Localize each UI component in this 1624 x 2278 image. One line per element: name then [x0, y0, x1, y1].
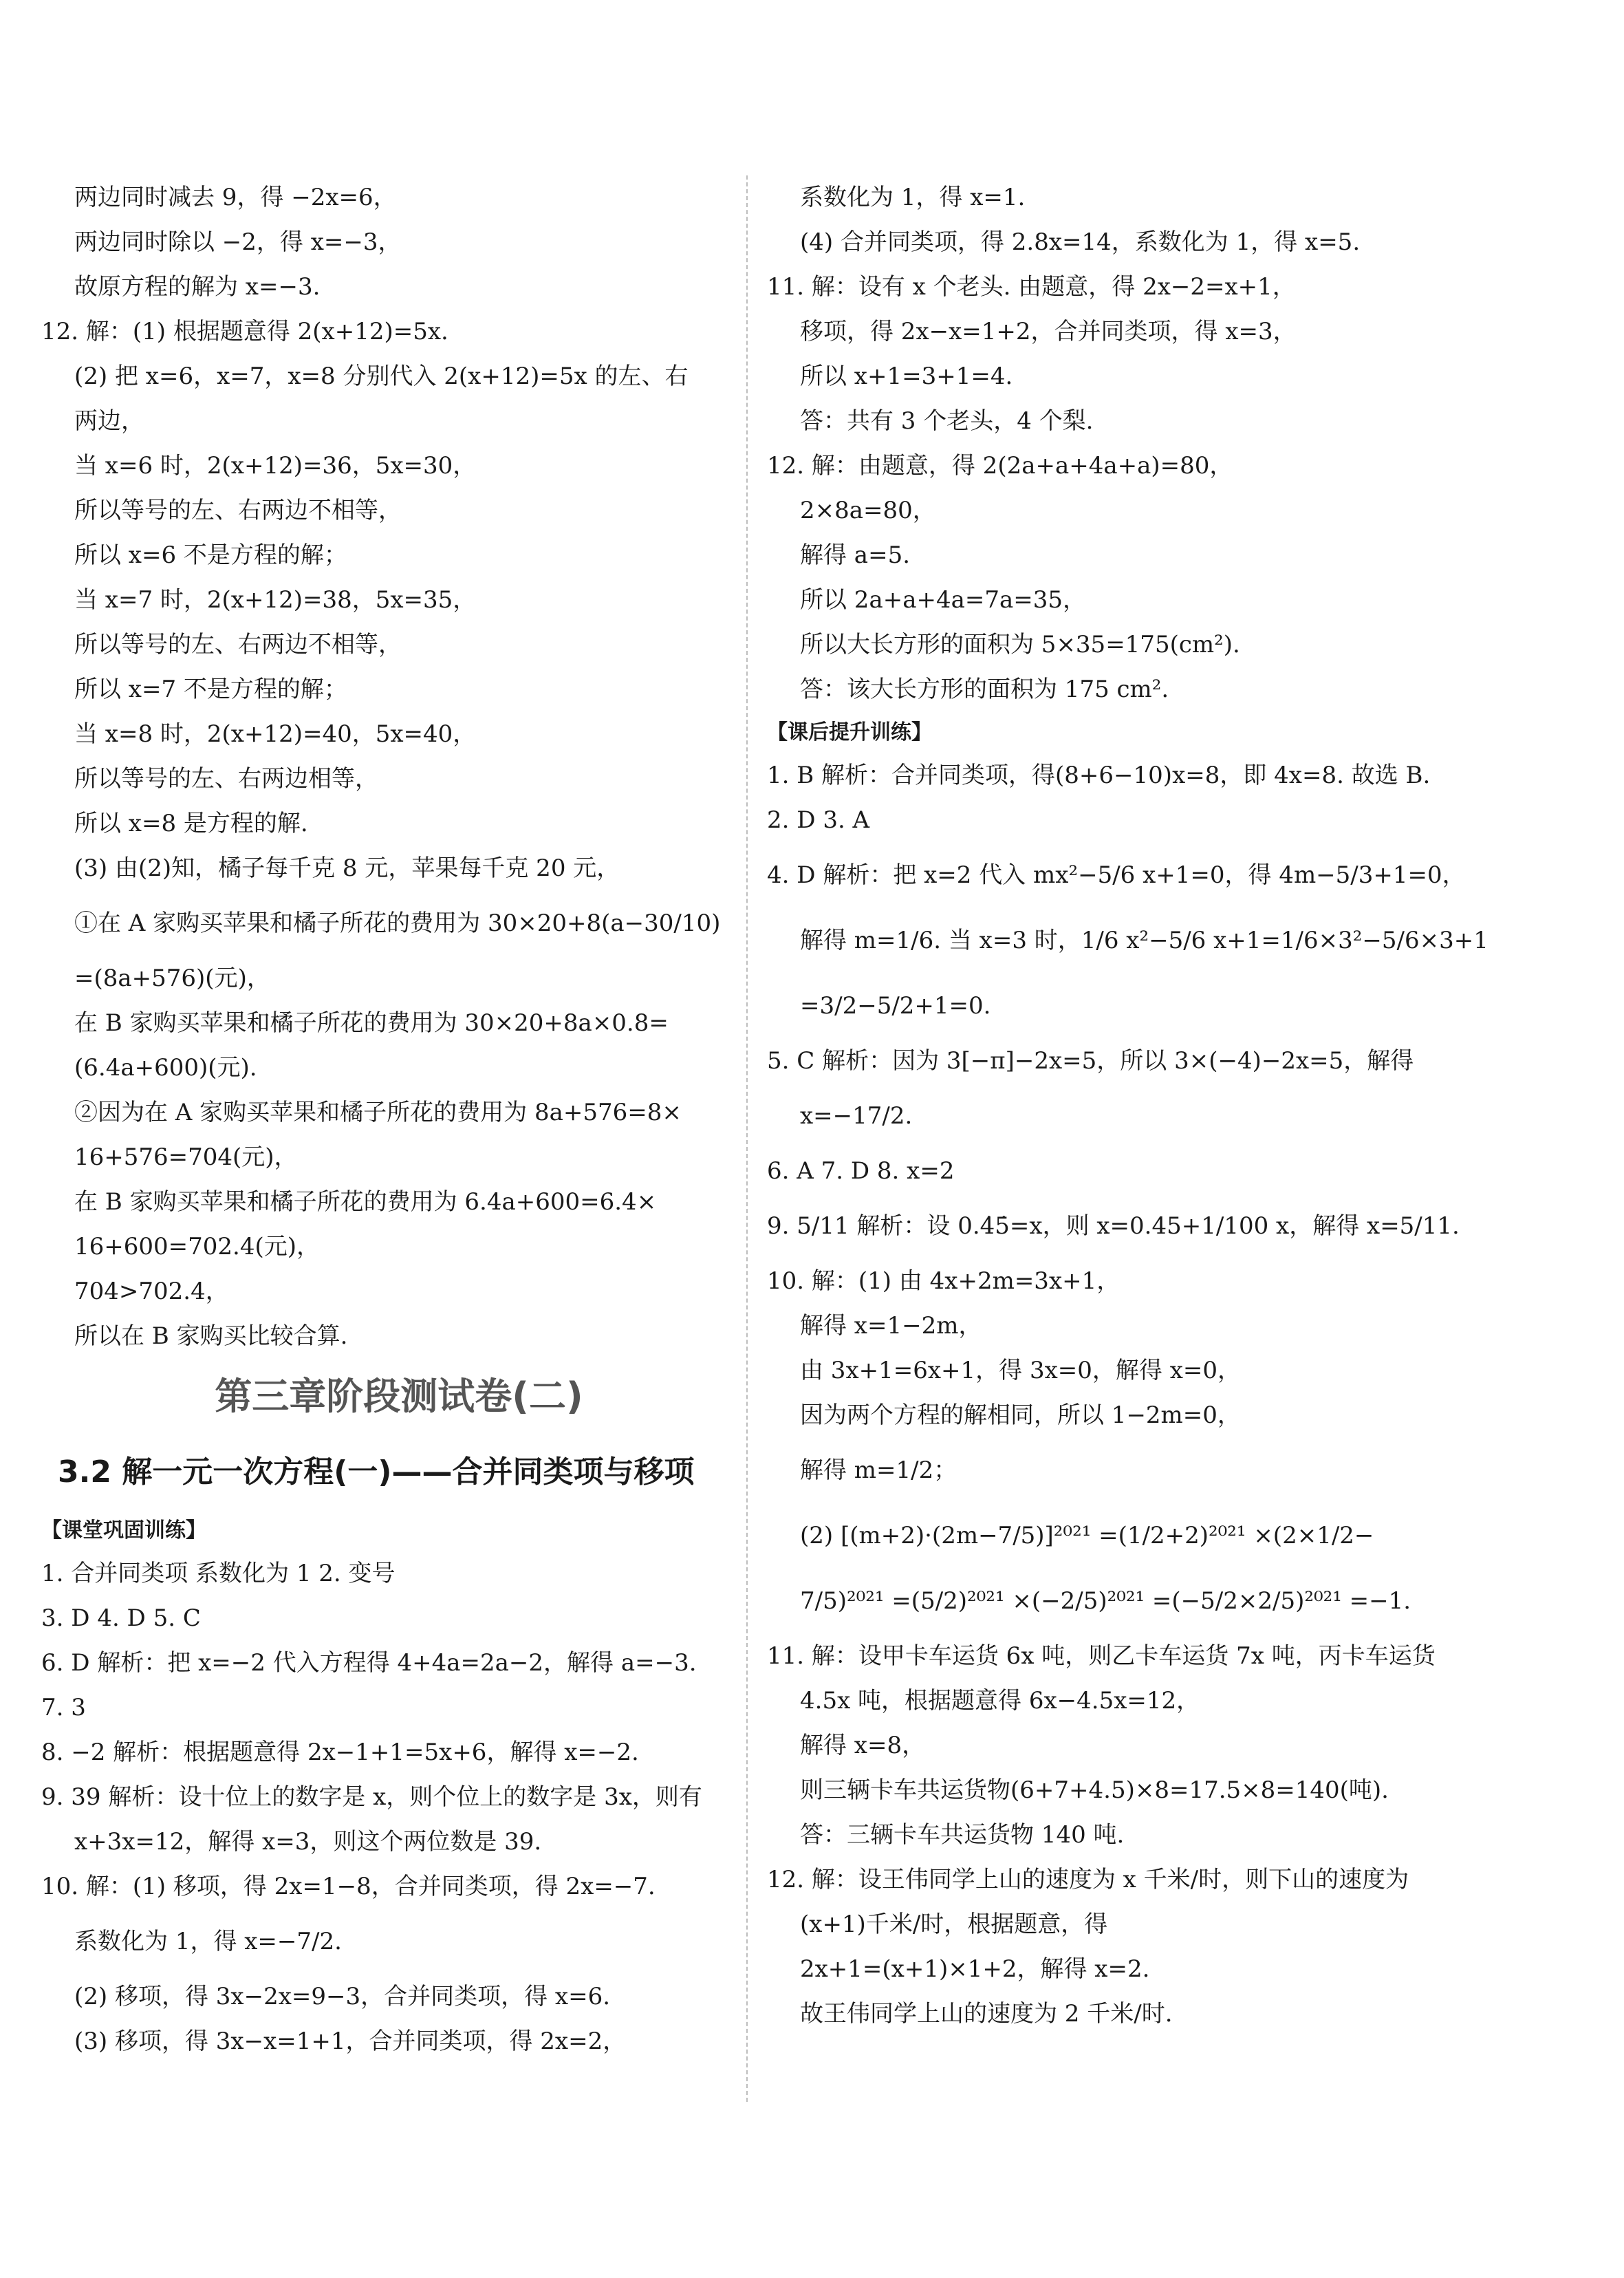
practice-header: 【课堂巩固训练】 — [41, 1518, 206, 1543]
answer-line: 解得 m=1/2； — [800, 1457, 957, 1484]
left-column — [41, 175, 729, 2064]
text-line: 系数化为 1，得 x=1. — [800, 184, 1026, 211]
text-line: 答：共有 3 个老头，4 个梨. — [800, 407, 1094, 435]
answer-line: 由 3x+1=6x+1，得 3x=0，解得 x=0， — [800, 1357, 1241, 1384]
text-line: 两边同时除以 −2，得 x=−3， — [74, 228, 402, 256]
text-line: 答：该大长方形的面积为 175 cm². — [800, 676, 1169, 703]
text-line: ①在 A 家购买苹果和橘子所花的费用为 30×20+8(a−30/10) — [74, 910, 721, 937]
answer-line: 3. D 4. D 5. C — [41, 1604, 201, 1632]
answer-line: 9. 5/11 解析：设 0.4̇5̇=x，则 x=0.45+1/100 x，解得 x=5/11. — [767, 1212, 1460, 1240]
answer-line: 10. 解：(1) 移项，得 2x=1−8，合并同类项，得 2x=−7. — [41, 1873, 656, 1900]
text-line: (3) 由(2)知，橘子每千克 8 元，苹果每千克 20 元， — [74, 855, 620, 882]
text-line: 11. 解：设有 x 个老头. 由题意，得 2x−2=x+1， — [767, 273, 1296, 301]
answer-line: 1. 合并同类项 系数化为 1 2. 变号 — [41, 1560, 396, 1587]
text-line: 所以 x=8 是方程的解. — [74, 810, 308, 837]
text-line: (4) 合并同类项，得 2.8x=14，系数化为 1，得 x=5. — [800, 228, 1361, 256]
answer-line: 4. D 解析：把 x=2 代入 mx²−5/6 x+1=0，得 4m−5/3+1=0， — [767, 861, 1466, 889]
text-line: 解得 a=5. — [800, 541, 911, 569]
text-line: 移项，得 2x−x=1+2，合并同类项，得 x=3， — [800, 318, 1297, 345]
answer-line: 5. C 解析：因为 3[−π]−2x=5，所以 3×(−4)−2x=5，解得 — [767, 1047, 1414, 1075]
answer-line: 7. 3 — [41, 1694, 86, 1721]
answer-line: 7/5)²⁰²¹ =(5/2)²⁰²¹ ×(−2/5)²⁰²¹ =(−5/2×2/5)²⁰²¹ =−1. — [800, 1587, 1411, 1615]
question-12-start: 12. 解：(1) 根据题意得 2(x+12)=5x. — [41, 318, 448, 345]
after-class-header: 【课后提升训练】 — [767, 720, 932, 744]
text-line: 当 x=6 时，2(x+12)=36，5x=30， — [74, 452, 477, 480]
column-divider — [746, 175, 748, 2102]
text-line: 12. 解：由题意，得 2(2a+a+4a+a)=80， — [767, 452, 1233, 480]
text-line: 所以大长方形的面积为 5×35=175(cm²). — [800, 631, 1240, 658]
answer-line: 2. D 3. A — [767, 806, 870, 834]
text-line: 704>702.4， — [74, 1278, 229, 1305]
answer-line: 故王伟同学上山的速度为 2 千米/时. — [800, 2000, 1173, 2028]
text-line: (2) 把 x=6，x=7，x=8 分别代入 2(x+12)=5x 的左、右 — [74, 363, 689, 390]
answer-line: x=−17/2. — [800, 1102, 913, 1130]
text-line: 在 B 家购买苹果和橘子所花的费用为 6.4a+600=6.4× — [74, 1188, 657, 1216]
text-line: 所以等号的左、右两边不相等， — [74, 631, 402, 658]
answer-line: 11. 解：设甲卡车运货 6x 吨，则乙卡车运货 7x 吨，丙卡车运货 — [767, 1642, 1436, 1670]
text-line: (6.4a+600)(元). — [74, 1054, 257, 1082]
text-line: 所以 2a+a+4a=7a=35， — [800, 586, 1087, 614]
answer-line: 解得 x=8， — [800, 1732, 926, 1759]
answer-line: (2) 移项，得 3x−2x=9−3，合并同类项，得 x=6. — [74, 1983, 611, 2010]
answer-line: 12. 解：设王伟同学上山的速度为 x 千米/时，则下山的速度为 — [767, 1866, 1409, 1893]
text-line: 故原方程的解为 x=−3. — [74, 273, 321, 301]
text-line: 所以 x+1=3+1=4. — [800, 363, 1013, 390]
answer-line: 8. −2 解析：根据题意得 2x−1+1=5x+6，解得 x=−2. — [41, 1739, 639, 1766]
right-column — [767, 175, 1488, 2037]
answer-line: 2x+1=(x+1)×1+2，解得 x=2. — [800, 1955, 1150, 1983]
text-line: 16+576=704(元)， — [74, 1143, 298, 1171]
text-line: 当 x=7 时，2(x+12)=38，5x=35， — [74, 586, 477, 614]
answer-line: 解得 m=1/6. 当 x=3 时，1/6 x²−5/6 x+1=1/6×3²−5/6×3+1 — [800, 927, 1488, 954]
text-line: 所以等号的左、右两边相等， — [74, 765, 378, 793]
answer-line: 9. 39 解析：设十位上的数字是 x，则个位上的数字是 3x，则有 — [41, 1783, 702, 1811]
answer-line: (x+1)千米/时，根据题意，得 — [800, 1911, 1108, 1938]
text-line: 两边同时减去 9，得 −2x=6， — [74, 184, 397, 211]
answer-line: 6. A 7. D 8. x=2 — [767, 1157, 955, 1185]
answer-line: 解得 x=1−2m， — [800, 1312, 982, 1340]
text-line: 所以在 B 家购买比较合算. — [74, 1322, 348, 1350]
answer-line: 6. D 解析：把 x=−2 代入方程得 4+4a=2a−2，解得 a=−3. — [41, 1649, 697, 1677]
answer-line: x+3x=12，解得 x=3，则这个两位数是 39. — [74, 1828, 542, 1856]
answer-line: 10. 解：(1) 由 4x+2m=3x+1， — [767, 1267, 1120, 1295]
answer-line: (3) 移项，得 3x−x=1+1，合并同类项，得 2x=2， — [74, 2028, 627, 2055]
answer-line: 4.5x 吨，根据题意得 6x−4.5x=12， — [800, 1687, 1200, 1715]
answer-line: 则三辆卡车共运货物(6+7+4.5)×8=17.5×8=140(吨). — [800, 1776, 1389, 1804]
text-line: 所以等号的左、右两边不相等， — [74, 497, 402, 524]
text-line: =(8a+576)(元)， — [74, 965, 270, 992]
text-line: 在 B 家购买苹果和橘子所花的费用为 30×20+8a×0.8= — [74, 1009, 669, 1037]
answer-line: (2) [(m+2)·(2m−7/5)]²⁰²¹ =(1/2+2)²⁰²¹ ×(2×1/2− — [800, 1522, 1374, 1549]
text-line: 16+600=702.4(元)， — [74, 1233, 320, 1260]
text-line: 2×8a=80， — [800, 497, 936, 524]
section-title: 3.2 解一元一次方程(一)——合并同类项与移项 — [58, 1454, 695, 1490]
answer-line: 答：三辆卡车共运货物 140 吨. — [800, 1821, 1125, 1849]
answer-line: 1. B 解析：合并同类项，得(8+6−10)x=8，即 4x=8. 故选 B. — [767, 762, 1431, 789]
answer-line: 系数化为 1，得 x=−7/2. — [74, 1928, 342, 1955]
text-line: ②因为在 A 家购买苹果和橘子所花的费用为 8a+576=8× — [74, 1099, 682, 1126]
text-line: 所以 x=7 不是方程的解； — [74, 676, 347, 703]
text-line: 当 x=8 时，2(x+12)=40，5x=40， — [74, 720, 477, 748]
chapter-title: 第三章阶段测试卷(二) — [215, 1375, 583, 1418]
text-line: 所以 x=6 不是方程的解； — [74, 541, 347, 569]
answer-line: 因为两个方程的解相同，所以 1−2m=0， — [800, 1401, 1241, 1429]
answer-line: =3/2−5/2+1=0. — [800, 992, 991, 1020]
text-line: 两边， — [74, 407, 144, 435]
